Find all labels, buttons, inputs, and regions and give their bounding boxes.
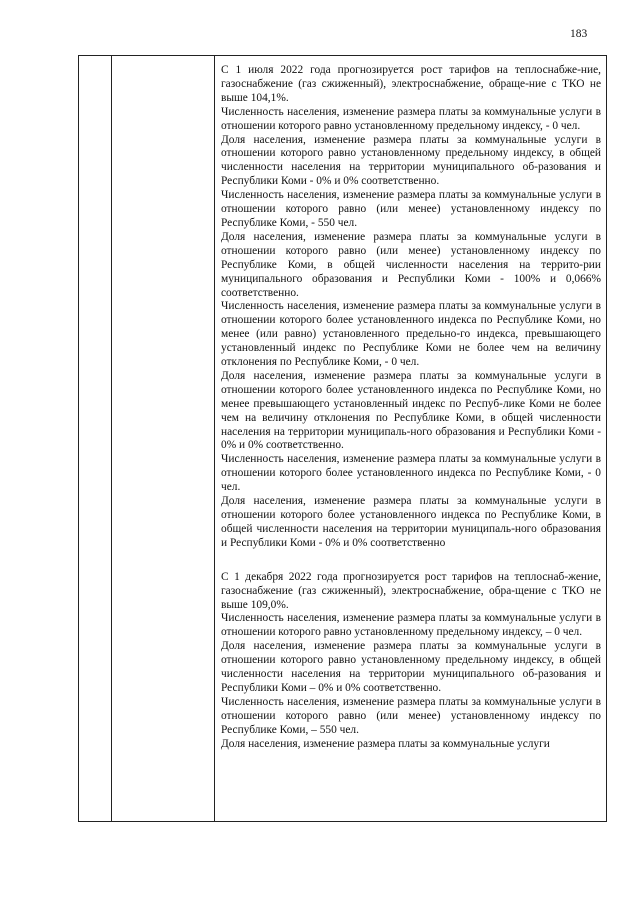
column-divider <box>111 56 112 821</box>
table-text-cell <box>221 64 601 752</box>
paragraph: Доля населения, изменение размера платы за коммунальные услуги в отношении которого равно установленному предельному индексу, в общей численности населения на территории муниципального об-разования и Республики Коми - 0% и 0% соответственно. <box>221 133 601 188</box>
page-number: 183 <box>570 28 588 40</box>
paragraph: Численность населения, изменение размера платы за коммунальные услуги в отношении которого равно установленному предельному индексу, - 0 чел. <box>221 105 601 132</box>
paragraph: Численность населения, изменение размера платы за коммунальные услуги в отношении которого более установленного индекса по Республике Коми, но менее (или равно) установленного предельно-го индекса, превышающего установленный индекс по Республике Коми не более чем на величину отклонения по Республике Коми, - 0 чел. <box>221 300 601 369</box>
paragraph: Доля населения, изменение размера платы за коммунальные услуги <box>221 737 550 750</box>
paragraph: Доля населения, изменение размера платы за коммунальные услуги в отношении которого равно установленному предельному индексу, в общей численности населения на территории муниципального об-разования и Республики Коми – 0% и 0% соответственно. <box>221 640 601 694</box>
paragraph: Доля населения, изменение размера платы за коммунальные услуги в отношении которого более установленного индекса по Республике Коми, в общей численности населения на территории муниципаль-ного образования и Республики Коми - 0% и 0% соответственно <box>221 495 601 549</box>
block-spacer <box>221 551 601 571</box>
column-divider <box>214 56 215 821</box>
paragraph: С 1 декабря 2022 года прогнозируется рост тарифов на теплоснаб-жение, газоснабжение (газ сжиженный), электроснабжение, обра-щение с ТКО не выше 109,0%. <box>221 570 601 611</box>
paragraph: Численность населения, изменение размера платы за коммунальные услуги в отношении которого равно (или менее) установленному индексу по Республике Коми, – 550 чел. <box>221 695 601 736</box>
tariff-block-july <box>221 64 601 551</box>
document-table <box>78 55 607 822</box>
paragraph: Численность населения, изменение размера платы за коммунальные услуги в отношении которого равно установленному предельному индексу, – 0 чел. <box>221 612 601 639</box>
tariff-block-december <box>221 571 601 752</box>
paragraph: Доля населения, изменение размера платы за коммунальные услуги в отношении которого более установленного индекса по Республике Коми, но менее превышающего установленный индекс по Респуб-лике Коми не более чем на величину отклонения по Республике Коми, в общей численности населения на территории муниципаль-ного образования и Республики Коми - 0% и 0% соответственно. <box>221 369 601 452</box>
paragraph: Численность населения, изменение размера платы за коммунальные услуги в отношении которого более установленного индекса по Республике Коми, - 0 чел. <box>221 453 601 494</box>
paragraph: С 1 июля 2022 года прогнозируется рост тарифов на теплоснабже-ние, газоснабжение (газ сжиженный), электроснабжение, обраще-ние с ТКО не выше 104,1%. <box>221 64 601 104</box>
paragraph: Численность населения, изменение размера платы за коммунальные услуги в отношении которого равно (или менее) установленному индексу по Республике Коми, - 550 чел. <box>221 189 601 229</box>
paragraph: Доля населения, изменение размера платы за коммунальные услуги в отношении которого равно (или менее) установленному индексу по Республике Коми, в общей численности населения на террито-рии муниципального образования и Республики Коми - 100% и 0,066% соответственно. <box>221 230 601 299</box>
